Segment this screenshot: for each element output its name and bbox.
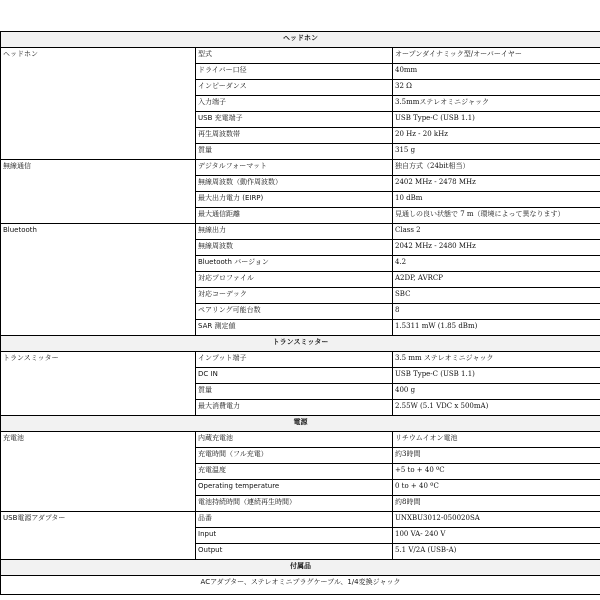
spec-label: 無線周波数 <box>196 240 393 256</box>
spec-label: 型式 <box>196 48 393 64</box>
spec-label: Bluetooth バージョン <box>196 256 393 272</box>
spec-label: 最大消費電力 <box>196 400 393 416</box>
spec-value: USB Type-C (USB 1.1) <box>393 368 600 384</box>
spec-value: 100 VA- 240 V <box>393 528 600 544</box>
spec-label: 対応プロファイル <box>196 272 393 288</box>
spec-value: UNXBU3012-050020SA <box>393 512 600 528</box>
section-title: 電源 <box>1 416 600 432</box>
spec-label: 無線周波数（動作周波数） <box>196 176 393 192</box>
spec-row <box>1 512 600 528</box>
spec-category: USB電源アダプター <box>1 512 196 560</box>
section-header-row <box>1 560 600 576</box>
spec-value: 2402 MHz - 2478 MHz <box>393 176 600 192</box>
spec-row <box>1 160 600 176</box>
spec-label: DC IN <box>196 368 393 384</box>
spec-value: 0 to + 40 ºC <box>393 480 600 496</box>
spec-label: Operating temperature <box>196 480 393 496</box>
spec-value: 400 g <box>393 384 600 400</box>
spec-value: 40mm <box>393 64 600 80</box>
spec-value: 20 Hz - 20 kHz <box>393 128 600 144</box>
spec-value: +5 to + 40 ºC <box>393 464 600 480</box>
spec-value: 2.55W (5.1 VDC x 500mA) <box>393 400 600 416</box>
spec-label: インプット端子 <box>196 352 393 368</box>
spec-label: 電池持続時間（連続再生時間） <box>196 496 393 512</box>
section-title: トランスミッター <box>1 336 600 352</box>
spec-row <box>1 432 600 448</box>
section-title: 付属品 <box>1 560 600 576</box>
spec-label: 充電時間（フル充電） <box>196 448 393 464</box>
spec-label: 対応コーデック <box>196 288 393 304</box>
spec-sheet <box>0 31 600 595</box>
accessories-text: ACアダプター、ステレオミニプラグケーブル、1/4変換ジャック <box>1 576 600 595</box>
spec-label: ペアリング可能台数 <box>196 304 393 320</box>
spec-label: Input <box>196 528 393 544</box>
spec-table <box>0 31 600 595</box>
spec-value: 2042 MHz - 2480 MHz <box>393 240 600 256</box>
spec-label: インピーダンス <box>196 80 393 96</box>
spec-value: 約8時間 <box>393 496 600 512</box>
section-title: ヘッドホン <box>1 32 600 48</box>
spec-label: 内蔵充電池 <box>196 432 393 448</box>
spec-label: デジタルフォーマット <box>196 160 393 176</box>
spec-category: トランスミッター <box>1 352 196 416</box>
spec-row <box>1 224 600 240</box>
spec-value: リチウムイオン電池 <box>393 432 600 448</box>
spec-label: 再生周波数帯 <box>196 128 393 144</box>
spec-label: 質量 <box>196 144 393 160</box>
spec-value: Class 2 <box>393 224 600 240</box>
spec-label: 入力端子 <box>196 96 393 112</box>
spec-label: 質量 <box>196 384 393 400</box>
spec-label: SAR 測定値 <box>196 320 393 336</box>
spec-value: A2DP, AVRCP <box>393 272 600 288</box>
spec-label: 最大出力電力 (EIRP) <box>196 192 393 208</box>
spec-value: SBC <box>393 288 600 304</box>
spec-value: 3.5 mm ステレオミニジャック <box>393 352 600 368</box>
spec-label: 最大通信距離 <box>196 208 393 224</box>
spec-value: オープンダイナミック型/オーバーイヤー <box>393 48 600 64</box>
spec-value: 見通しの良い状態で 7 m（環境によって異なります） <box>393 208 600 224</box>
accessories-row <box>1 576 600 595</box>
spec-value: 10 dBm <box>393 192 600 208</box>
section-header-row <box>1 336 600 352</box>
spec-category: Bluetooth <box>1 224 196 336</box>
spec-value: 8 <box>393 304 600 320</box>
spec-label: 品番 <box>196 512 393 528</box>
spec-value: 5.1 V/2A (USB-A) <box>393 544 600 560</box>
spec-value: 4.2 <box>393 256 600 272</box>
spec-label: 充電温度 <box>196 464 393 480</box>
spec-row <box>1 352 600 368</box>
section-header-row <box>1 32 600 48</box>
spec-value: USB Type-C (USB 1.1) <box>393 112 600 128</box>
spec-label: ドライバー口径 <box>196 64 393 80</box>
spec-category: 無線通信 <box>1 160 196 224</box>
spec-label: USB 充電端子 <box>196 112 393 128</box>
section-header-row <box>1 416 600 432</box>
spec-value: 独自方式（24bit相当） <box>393 160 600 176</box>
spec-category: ヘッドホン <box>1 48 196 160</box>
spec-value: 315 g <box>393 144 600 160</box>
spec-row <box>1 48 600 64</box>
spec-category: 充電池 <box>1 432 196 512</box>
spec-label: Output <box>196 544 393 560</box>
spec-value: 約3時間 <box>393 448 600 464</box>
spec-label: 無線出力 <box>196 224 393 240</box>
spec-value: 1.5311 mW (1.85 dBm) <box>393 320 600 336</box>
spec-value: 32 Ω <box>393 80 600 96</box>
spec-value: 3.5mmステレオミニジャック <box>393 96 600 112</box>
